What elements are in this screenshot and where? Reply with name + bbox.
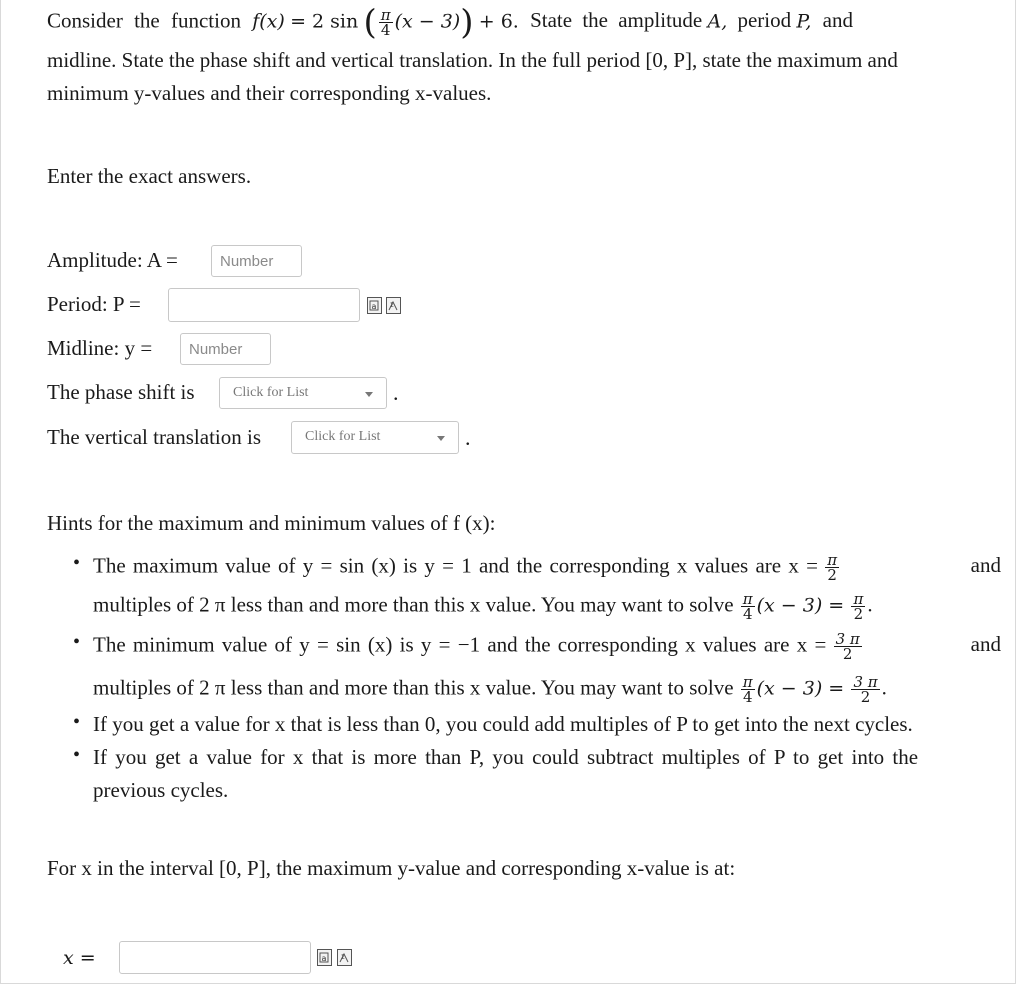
hint-2-text: The minimum value of y = sin (x) is y = −1 and the corresponding x values are x = [93,632,827,657]
fraction-denominator: 4 [380,21,391,39]
amplitude-input[interactable] [211,245,302,277]
pi-over-2-fraction [851,592,865,621]
bullet-icon: • [73,711,81,733]
hint-2-line-1 [93,632,1001,661]
period-input[interactable] [168,288,360,322]
3pi-over-2-fraction [834,632,862,661]
hint-1-and: and [970,553,1001,577]
intro-text-consider: Consider the function [47,8,241,33]
chevron-down-icon [437,436,445,441]
intro-line-2: midline. State the phase shift and vertical translation. In the full period [0, P], state the maximum and [47,48,898,72]
hint-1-line-1 [93,553,1001,582]
hint-2-end: . [881,675,887,700]
equation-editor-icon[interactable] [367,297,382,314]
bullet-icon: • [73,552,81,574]
fraction-numerator: π [827,551,838,569]
hint-1-text-2: multiples of 2 π less than and more than this x value. You may want to solve [93,592,734,617]
function-eq: = 2 sin [290,10,359,33]
midline-label: Midline: y = [47,336,153,360]
vertical-translation-label: The vertical translation is [47,425,262,449]
instruction-text: Enter the exact answers. [47,164,252,188]
hint-2-text-2: multiples of 2 π less than and more than this x value. You may want to solve [93,675,734,700]
function-constant: + 6. [478,10,519,33]
pi-over-4-fraction [741,592,755,621]
svg-text:a: a [321,954,327,963]
fraction-numerator: π [742,590,753,608]
phase-shift-select-value: Click for List [233,385,309,400]
phase-shift-label: The phase shift is [47,380,195,404]
hint-2-equation: (x − 3) = [756,677,845,700]
close-paren: ) [460,2,474,43]
phase-shift-select[interactable] [219,377,387,409]
max-x-input[interactable] [119,941,311,974]
vertical-translation-period: . [465,425,471,450]
hint-1-end: . [867,592,873,617]
pi-over-4-fraction [379,8,393,37]
fraction-numerator: π [853,590,864,608]
fraction-denominator: 4 [742,688,753,706]
function-var: (x) [259,10,285,33]
fraction-numerator: π [380,6,391,24]
function-builder-icon[interactable] [386,297,401,314]
intro-line-3: minimum y-values and their corresponding x-values. [47,81,492,105]
phase-shift-period: . [393,380,399,405]
intro-text-and: and [822,8,853,33]
hint-1-line-2 [93,592,873,621]
pi-over-2-fraction [825,553,839,582]
hint-2-and: and [970,632,1001,656]
fraction-numerator: 3 π [835,630,860,648]
hint-3: If you get a value for x that is less than 0, you could add multiples of P to get into the next cycles. [93,712,913,736]
fraction-denominator: 2 [860,688,871,706]
svg-text:Σ: Σ [390,302,394,309]
midline-input[interactable] [180,333,271,365]
max-section-text: For x in the interval [0, P], the maximum y-value and corresponding x-value is at: [47,856,736,880]
intro-text-amplitude: State the amplitude [530,8,703,33]
fraction-denominator: 2 [853,605,864,623]
fraction-denominator: 2 [842,645,853,663]
intro-text-period: period [737,8,792,33]
vertical-translation-select-value: Click for List [305,429,381,444]
var-a: A, [707,10,728,33]
open-paren: ( [363,2,377,43]
fraction-denominator: 4 [742,605,753,623]
hint-4-line-1: If you get a value for x that is more than P, you could subtract multiples of P to get into the [93,745,919,769]
pi-over-4-fraction [741,675,755,704]
amplitude-label: Amplitude: A = [47,248,178,272]
3pi-over-2-fraction [851,675,879,704]
max-x-label: x = [63,947,96,969]
bullet-icon: • [73,744,81,766]
hint-4-line-2: previous cycles. [93,778,229,802]
intro-line-1 [47,2,1001,43]
function-builder-icon[interactable] [337,949,352,966]
fraction-numerator: π [742,673,753,691]
hint-2-line-2 [93,675,887,704]
var-p: P, [796,10,812,33]
function-argument: (x − 3) [394,10,461,33]
period-label: Period: P = [47,292,141,316]
hint-1-text: The maximum value of y = sin (x) is y = 1 and the corresponding x values are x = [93,553,818,578]
hints-title: Hints for the maximum and minimum values of f (x): [47,511,496,535]
function-name: f [252,10,260,33]
svg-text:a: a [371,302,377,311]
chevron-down-icon [365,392,373,397]
vertical-translation-select[interactable] [291,421,459,454]
fraction-numerator: 3 π [853,673,878,691]
fraction-denominator: 2 [827,566,837,584]
hint-1-equation: (x − 3) = [756,594,845,617]
bullet-icon: • [73,631,81,653]
svg-text:Σ: Σ [341,954,345,961]
equation-editor-icon[interactable] [317,949,332,966]
